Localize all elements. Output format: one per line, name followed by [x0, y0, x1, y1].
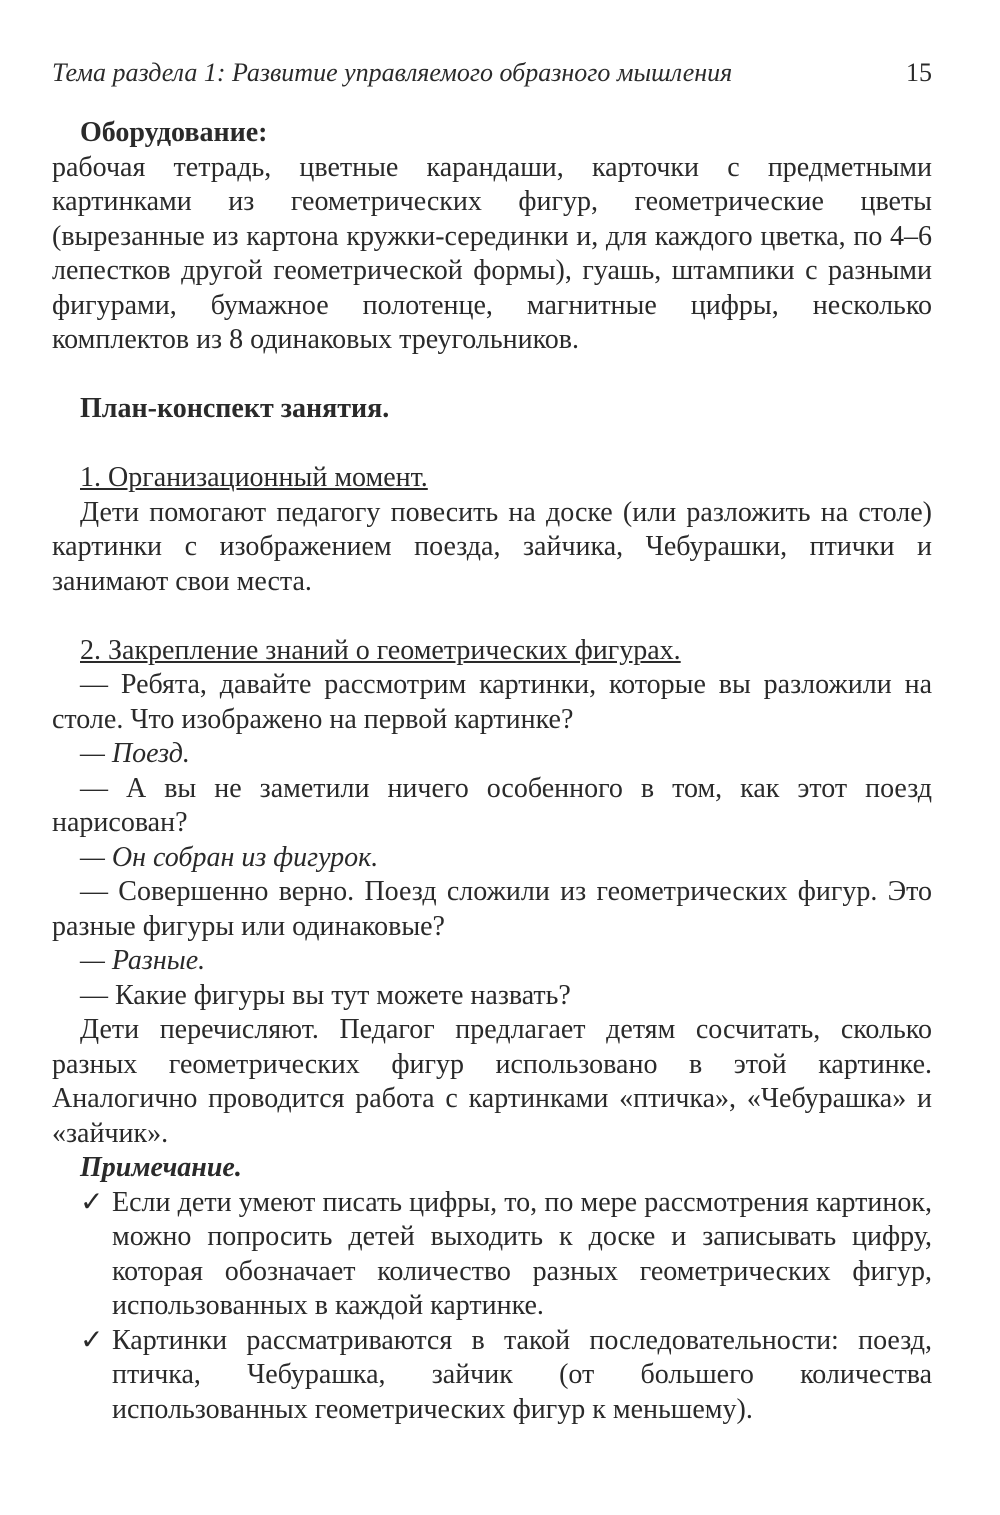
page-body: [52, 116, 932, 1427]
dialogue-answer: — Разные.: [80, 945, 206, 976]
note-text: Если дети умеют писать цифры, то, по мере рассмотрения картинок, можно попросить детей выходить к доске и записывать цифру, которая обозначает количество разных геометрических фигур, использованных в каждой картинке.: [112, 1186, 932, 1321]
check-mark-icon: ✓: [80, 1324, 104, 1356]
dialogue-line: — Какие фигуры вы тут можете назвать?: [80, 979, 571, 1011]
dialogue-answer: — Он собран из фигурок.: [80, 841, 379, 873]
section-1-text: Дети помогают педагогу повесить на доске (или разложить на столе) картинки с изображением поезда, зайчика, Чебурашки, птички и занимают свои места.: [52, 496, 932, 597]
note-title: Примечание.: [80, 1152, 242, 1183]
check-mark-icon: ✓: [80, 1186, 104, 1218]
equipment-heading: Оборудование:: [80, 117, 268, 148]
dialogue-answer: — Поезд.: [80, 738, 190, 769]
running-header: [52, 58, 932, 88]
spacer: [52, 599, 932, 634]
dialogue-line: — А вы не заметили ничего особенного в том, как этот поезд нарисован?: [52, 772, 932, 838]
dialogue-line: — Совершенно верно. Поезд сложили из геометрических фигур. Это разные фигуры или одинаковые?: [52, 876, 932, 942]
page-number: 15: [906, 58, 932, 87]
equipment-text: рабочая тетрадь, цветные карандаши, карточки с предметными картинками из геометрических фигур, геометрические цветы (вырезанные из картона кружки-серединки и, для каждого цветка, по 4–6 лепестков другой геометрической формы), гуашь, штампики с разными фигурами, бумажное полотенце, магнитные цифры, несколько комплектов из 8 одинаковых треугольников.: [52, 151, 932, 355]
section-2-paragraph: Дети перечисляют. Педагог предлагает детям сосчитать, сколько разных геометрических фигур использовано в этой картинке. Аналогично проводится работа с картинками «птичка», «Чебурашка» и «зайчик».: [52, 1014, 932, 1149]
note-item: [52, 1324, 932, 1428]
dialogue-line: — Ребята, давайте рассмотрим картинки, которые вы разложили на столе. Что изображено на первой картинке?: [52, 669, 932, 735]
spacer: [52, 427, 932, 462]
section-title: Тема раздела 1: Развитие управляемого образного мышления: [52, 58, 733, 87]
section-2-title: 2. Закрепление знаний о геометрических фигурах.: [80, 634, 681, 666]
spacer: [52, 358, 932, 393]
note-item: [52, 1186, 932, 1324]
note-text: Картинки рассматриваются в такой последовательности: поезд, птичка, Чебурашка, зайчик (от большего количества использованных геометрических фигур к меньшему).: [112, 1324, 932, 1425]
section-1-title: 1. Организационный момент.: [80, 462, 428, 493]
plan-heading: План-конспект занятия.: [80, 393, 390, 424]
